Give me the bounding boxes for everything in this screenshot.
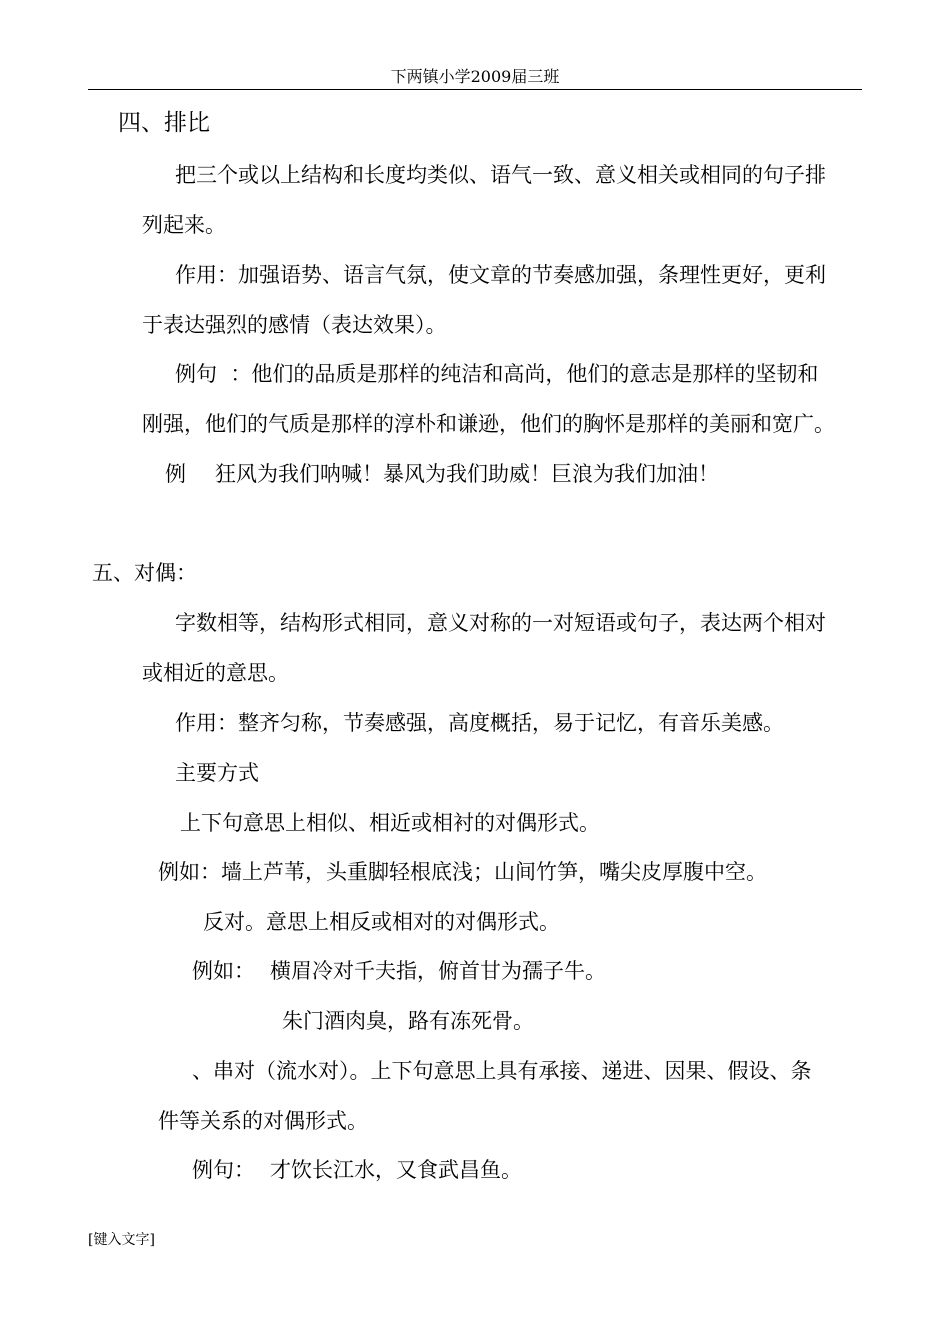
section-5-type-1: 上下句意思上相似、相近或相衬的对偶形式。 [180,811,600,835]
section-5-type-2: 反对。意思上相反或相对的对偶形式。 [203,910,560,934]
section-5-type-1-example: 例如：墙上芦苇，头重脚轻根底浅；山间竹笋，嘴尖皮厚腹中空。 [158,860,767,884]
page-header: 下两镇小学2009届三班 [390,67,560,86]
section-4-definition-2: 列起来。 [142,213,226,237]
section-5-type-3-line-2: 件等关系的对偶形式。 [158,1109,368,1133]
section-4-example-1-line-1: 例句 ：他们的品质是那样的纯洁和高尚，他们的意志是那样的坚韧和 [175,362,819,386]
section-4-example-2-text: 狂风为我们呐喊！暴风为我们助威！巨浪为我们加油！ [215,462,719,486]
section-5-type-3-example-label: 例句： [192,1158,255,1182]
section-5-type-2-example-1: 横眉冷对千夫指，俯首甘为孺子牛。 [270,959,606,983]
section-5-type-3-example: 才饮长江水，又食武昌鱼。 [270,1158,522,1182]
section-4-example-2-label: 例 [165,462,186,486]
section-4-example-1-line-2: 刚强，他们的气质是那样的淳朴和谦逊，他们的胸怀是那样的美丽和宽广。 [142,412,835,436]
header-rule [88,89,862,90]
section-5-definition-2: 或相近的意思。 [142,661,289,685]
section-5-type-2-example-label: 例如： [192,959,255,983]
section-5-effect: 作用：整齐匀称，节奏感强，高度概括，易于记忆，有音乐美感。 [175,711,784,735]
section-4-heading: 四、排比 [118,110,210,136]
section-4-effect-1: 作用：加强语势、语言气氛，使文章的节奏感加强，条理性更好，更利 [175,263,826,287]
footer-placeholder: [键入文字] [88,1232,155,1248]
section-4-effect-2: 于表达强烈的感情（表达效果）。 [142,313,447,337]
section-5-main-methods: 主要方式 [175,761,259,785]
section-5-definition-1: 字数相等，结构形式相同，意义对称的一对短语或句子，表达两个相对 [175,611,826,635]
section-5-heading: 五、对偶： [92,561,197,585]
section-4-definition-1: 把三个或以上结构和长度均类似、语气一致、意义相关或相同的句子排 [175,163,826,187]
section-5-type-2-example-2: 朱门酒肉臭，路有冻死骨。 [282,1009,534,1033]
section-5-type-3-line-1: 、串对（流水对）。上下句意思上具有承接、递进、因果、假设、条 [192,1059,812,1083]
